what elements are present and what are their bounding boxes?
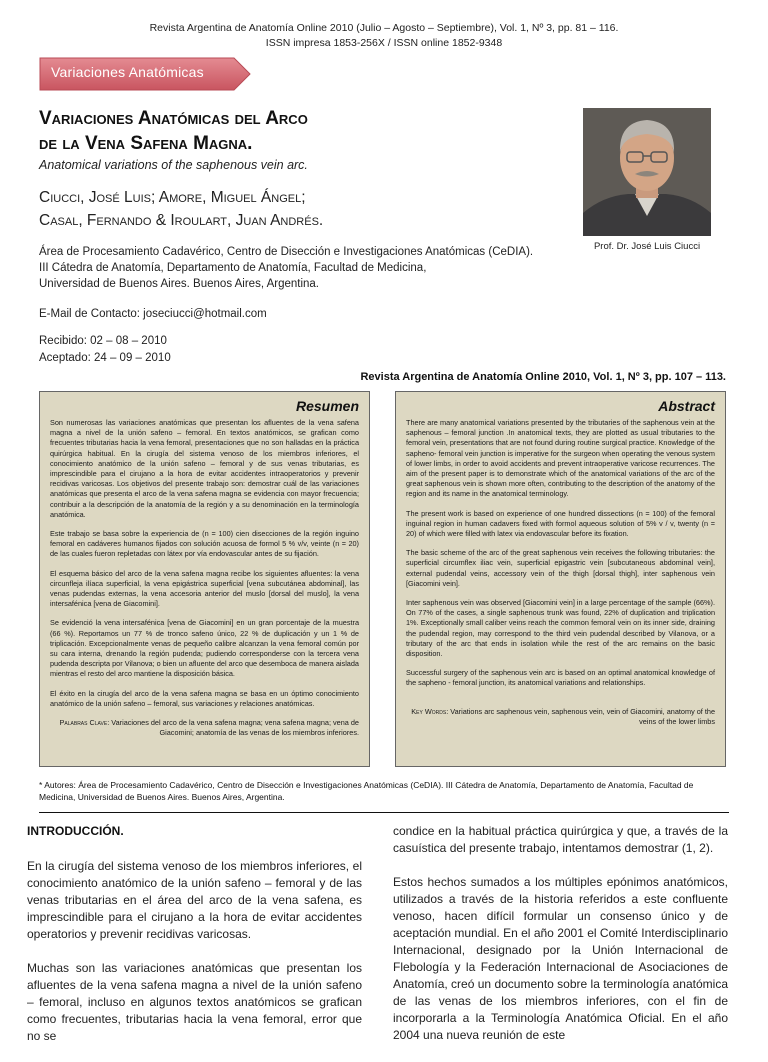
abstract-keywords-label: Key Words: (411, 706, 449, 716)
section-tag-label: Variaciones Anatómicas (51, 64, 204, 80)
resumen-keywords (50, 718, 359, 738)
affiliation-line1: Área de Procesamiento Cadavérico, Centro de Disección e Investigaciones Anatómicas (CeDIA). (39, 246, 534, 258)
resumen-keywords-text: Variaciones del arco de la vena safena magna; vena safena magna; vena de Giacomini; anatomía de las venas de los miembros inferiores. (111, 718, 359, 738)
authors-line2: Casal, Fernando & Iroulart, Juan Andrés. (39, 212, 324, 229)
authors (39, 186, 439, 232)
abstract-box (395, 391, 726, 767)
resumen-heading: Resumen (295, 398, 359, 414)
article-subtitle: Anatomical variations of the saphenous vein arc. (39, 158, 308, 172)
received-date: Recibido: 02 – 08 – 2010 (39, 335, 167, 347)
resumen-box (39, 391, 370, 767)
contact-email: E-Mail de Contacto: joseciucci@hotmail.com (39, 308, 267, 320)
intro-left-column (27, 823, 362, 1062)
author-portrait-icon (583, 108, 711, 236)
abstract-paragraph: The basic scheme of the arc of the great saphenous vein receives the following tributaries: the superficial circumflex iliac vein, superficial epigastric vein [subcutaneous abdominal vein], external pudendal veins, accessory vein of the thigh [dorsal thigh], inter saphenous vein [Giacomini vein]. (406, 548, 715, 588)
author-footnote: * Autores: Área de Procesamiento Cadavérico, Centro de Disección e Investigaciones Anatómicas (CeDIA). III Cátedra de Anatomía, Departamento de Anatomía, Facultad de Medicina, Universidad de Buenos Aires. Buenos Aires, Argentina. (39, 780, 694, 802)
affiliation-line2: III Cátedra de Anatomía, Departamento de Anatomía, Facultad de Medicina, (39, 262, 427, 274)
affiliation (39, 244, 559, 292)
resumen-keywords-label: Palabras Clave: (59, 718, 110, 728)
resumen-paragraph: Son numerosas las variaciones anatómicas que presentan los afluentes de la vena safena magna a nivel de la unión safeno – femoral. En textos anatómicos, se grafican como frecuentes tributarias hacia la vena femoral, presentaciones que no son halladas en la práctica quirúrgica habitual. En la cirugía del sistema venoso de los miembros inferiores, el conocimiento anatómico de la unión safeno – femoral y de sus venas tributarias, es imprescindible para el cirujano a la hora de evitar accidentes intraoperatorios y prevenir recidivas varicosas. Los objetivos del presente trabajo son: demostrar cuál de las variaciones anatómicas que presenta el arco de la vena safena magna se evidencia con mayor frecuencia; contribuir a la descripción de la anatomía de la región y a su denominación en la terminología anatómica. (50, 418, 359, 519)
author-photo (583, 108, 711, 236)
authors-line1: Ciucci, José Luis; Amore, Miguel Ángel; (39, 189, 306, 206)
resumen-paragraph: Se evidenció la vena intersafénica [vena de Giacomini] en un gran porcentaje de la muestra (66 %). Reportamos un 77 % de tronco safeno único, 22 % de duplicación y un 1 % de triplicación. Excepcionalmente venas de pequeño calibre alcanzan la vena femoral común por su cara interna, drenando la región pudenda; pudiendo corresponderse con la tercera vena pudenda descripta por Vilanova; o bien un afluente del arco que desemboca de manera aislada mientras el resto del arco mantiene la disposición básica. (50, 618, 359, 679)
intro-paragraph: Muchas son las variaciones anatómicas que presentan los afluentes de la vena safena magna a nivel de la unión safeno – femoral, incluso en algunos textos anatómicos se grafican como frecuentes, tributarias hacia la vena femoral, error que no se (27, 961, 362, 1043)
abstract-paragraph: The present work is based on experience of one hundred dissections (n = 100) of the femoral inguinal region in human cadavers fixed with formol aqueous solution of 5% v / v, twenty (n = 20) of which were filled with latex via endovascular before its fixation. (406, 508, 715, 539)
intro-paragraph: Estos hechos sumados a los múltiples epónimos anatómicos, utilizados a través de la historia referidos a este confluente venoso, hacen difícil formular un consenso único y de aceptación mundial. En el año 2001 el Comité Interdisciplinario Internacional, designado por la Unión Internacional de Flebología y la Federación Internacional de Asociaciones de Anatomía, creó un documento sobre la terminología anatómica de las venas de los miembros inferiores, con el fin de incorporarla a la Terminología Anatómica Oficial. En el año 2004 una nueva reunión de este (393, 875, 728, 1042)
resumen-paragraph: El éxito en la cirugía del arco de la vena safena magna se basa en un óptimo conocimiento anatómico de la unión safeno – femoral, sus variaciones y relaciones anatómicas. (50, 688, 359, 708)
article-title (39, 106, 379, 156)
section-tag (39, 57, 251, 91)
article-title-line1: Variaciones Anatómicas del Arco (39, 108, 308, 129)
intro-paragraph: condice en la habitual práctica quirúrgica y que, a través de la casuística del presente trabajo, intentamos demostrar (1, 2). (393, 824, 728, 855)
article-title-line2: de la Vena Safena Magna. (39, 133, 253, 154)
affiliation-line3: Universidad de Buenos Aires. Buenos Aires, Argentina. (39, 278, 320, 290)
journal-header-line2: ISSN impresa 1853-256X / ISSN online 1852-9348 (265, 37, 503, 49)
abstract-paragraph: There are many anatomical variations presented by the tributaries of the saphenous vein at the saphenous – femoral junction .In anatomical texts, they are plotted as usual tributaries to the femoral vein, presentations that are not found during routine surgical practice. Knowledge of the sapheno- femoral vein junction is imperative for the surgeon when operating the venous system of lower limbs, in order to avoid accidents and prevent intraoperative varicose recurrences. The aim of the present paper is to demonstrate which of the anatomical variations of the arc of the great saphenous vein is shown more often, contributing to the description of the anatomy of the region and its name in the anatomical terminology. (406, 418, 715, 499)
journal-header-line1: Revista Argentina de Anatomía Online 2010 (Julio – Agosto – Septiembre), Vol. 1, Nº 3, pp. 81 – 116. (149, 22, 619, 34)
resumen-paragraph: Este trabajo se basa sobre la experiencia de (n = 100) cien disecciones de la región inguino femoral en cadáveres humanos fijados con solución acuosa de formol 5 % v/v, veinte (n = 20) de las cuales fueron repletadas con látex por vía endovascular antes de su fijación. (50, 529, 359, 559)
section-divider (39, 812, 729, 813)
intro-paragraph: En la cirugía del sistema venoso de los miembros inferiores, el conocimiento anatómico de la unión safeno – femoral y de las venas tributarias en el área del arco de la vena safena, es imprescindible para el cirujano a la hora de evitar accidentes operatorios y prevenir recidivas varicosas. (27, 859, 362, 941)
abstract-keywords (406, 707, 715, 727)
resumen-paragraph: El esquema básico del arco de la vena safena magna recibe los siguientes afluentes: la vena circunfleja ilíaca superficial, la vena epigástrica superficial [vena subcutánea abdominal], las venas pudendas externas, la vena accesoria anterior del muslo [dorsal del muslo], la vena intersafénica [vena de Giacomini]. (50, 568, 359, 609)
photo-caption: Prof. Dr. José Luis Ciucci (593, 241, 701, 252)
intro-right-column (393, 823, 728, 1061)
accepted-date: Aceptado: 24 – 09 – 2010 (39, 352, 171, 364)
abstract-keywords-text: Variations arc saphenous vein, saphenous vein, vein of Giacomini, anatomy of the veins of the lower limbs (450, 706, 715, 726)
article-citation: Revista Argentina de Anatomía Online 2010, Vol. 1, Nº 3, pp. 107 – 113. (360, 371, 726, 383)
abstract-heading: Abstract (658, 398, 715, 414)
abstract-paragraph: Inter saphenous vein was observed [Giacomini vein] in a large percentage of the sample (66%). On 77% of the cases, a single saphenous trunk was found, 22% of duplication and triplication 1%. Exceptionally small caliber veins reach the common femoral vein on its inner side, draining the pudendal region, may correspond to the third vein pudendal described by Vilanova, or a tributary of the arc that ends in isolation while the rest of the arc remains on the basic disposition. (406, 598, 715, 659)
abstract-paragraph: Successful surgery of the saphenous vein arc is based on an optimal anatomical knowledge of the sapheno - femoral junction, its anatomical variations and relationships. (406, 668, 715, 688)
intro-heading: INTRODUCCIÓN. (27, 824, 124, 838)
